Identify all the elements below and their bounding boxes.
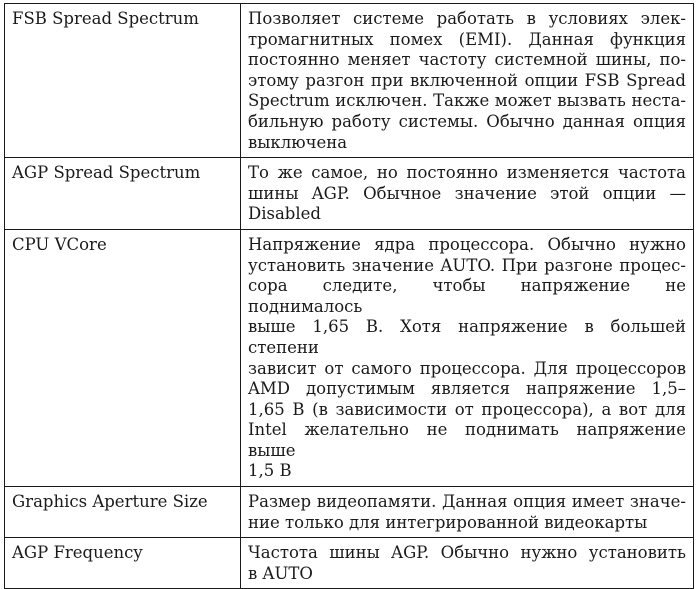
description-line: установить значение AUTO. При разгоне процес- xyxy=(248,255,686,275)
description-line: Intel желательно не поднимать напряжение выше xyxy=(248,420,686,460)
setting-name: Graphics Aperture Size xyxy=(5,487,241,538)
table-row xyxy=(5,4,694,158)
description-line: Напряжение ядра процессора. Обычно нужно xyxy=(248,234,686,254)
bios-settings-table xyxy=(4,3,694,589)
setting-description xyxy=(241,538,694,589)
table-row xyxy=(5,487,694,538)
description-line: шины AGP. Обычное значение этой опции — xyxy=(248,183,686,203)
setting-description xyxy=(241,487,694,538)
description-line: Spectrum исключен. Также может вызвать неста- xyxy=(248,91,686,111)
setting-name: AGP Spread Spectrum xyxy=(5,158,241,230)
setting-name: FSB Spread Spectrum xyxy=(5,4,241,158)
table-row xyxy=(5,538,694,589)
description-line: выключена xyxy=(248,132,348,152)
table-row xyxy=(5,229,694,486)
setting-name: CPU VCore xyxy=(5,229,241,486)
description-line: Размер видеопамяти. Данная опция имеет значе- xyxy=(248,492,686,512)
setting-description xyxy=(241,4,694,158)
description-line: постоянно меняет частоту системной шины, по- xyxy=(248,50,686,70)
table-row xyxy=(5,158,694,230)
description-line: Частота шины AGP. Обычно нужно установить xyxy=(248,543,686,563)
description-line: тромагнитных помех (EMI). Данная функция xyxy=(248,29,686,49)
description-line: этому разгон при включенной опции FSB Spread xyxy=(248,70,686,90)
description-line: Позволяет системе работать в условиях элек- xyxy=(248,9,686,28)
description-line: зависит от самого процессора. Для процессоров xyxy=(248,358,686,378)
description-line: AMD допустимым является напряжение 1,5– xyxy=(248,379,686,399)
description-line: бильную работу системы. Обычно данная опция xyxy=(248,111,686,131)
description-line: выше 1,65 В. Хотя напряжение в большей степени xyxy=(248,317,686,357)
setting-description xyxy=(241,158,694,230)
setting-description xyxy=(241,229,694,486)
setting-name: AGP Frequency xyxy=(5,538,241,589)
description-line: 1,65 В (в зависимости от процессора), а вот для xyxy=(248,399,686,419)
description-line: Disabled xyxy=(248,204,321,224)
description-line: в AUTO xyxy=(248,563,313,583)
description-line: сора следите, чтобы напряжение не поднималось xyxy=(248,276,686,316)
description-line: То же самое, но постоянно изменяется частота xyxy=(248,163,686,183)
description-line: 1,5 В xyxy=(248,461,292,481)
description-line: ние только для интегрированной видеокарты xyxy=(248,512,648,532)
